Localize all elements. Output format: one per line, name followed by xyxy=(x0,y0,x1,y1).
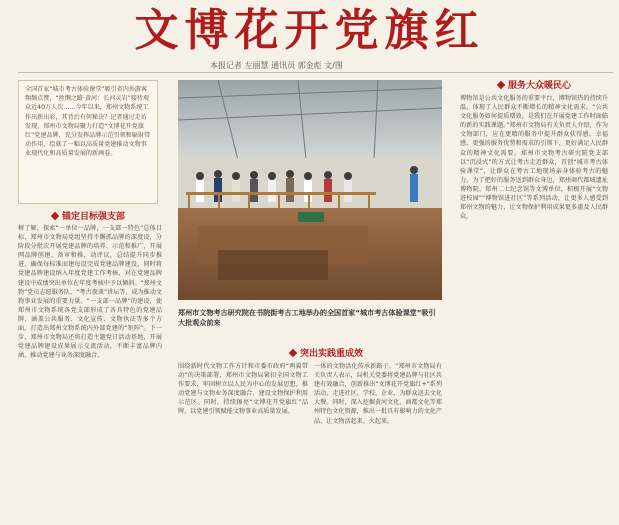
article-column-right xyxy=(460,94,608,522)
section-title-3 xyxy=(290,346,363,359)
caption-text: 郑州市文物考古研究院在书院街考古工地举办的全国首家“城市考古体验课堂”吸引大批观众前来 xyxy=(178,308,436,327)
headline: 文博花开党旗红 xyxy=(134,5,485,56)
section-title-1-text: 锚定目标强支部 xyxy=(62,212,126,222)
article-column-left xyxy=(18,224,162,522)
section-title-1 xyxy=(52,209,125,222)
excavation-site-image xyxy=(178,80,442,300)
section-title-2-text: 服务大众暖民心 xyxy=(508,81,572,91)
header-divider xyxy=(18,72,613,73)
diamond-icon xyxy=(497,80,505,88)
section-title-2 xyxy=(498,78,571,91)
summary-box xyxy=(18,80,158,204)
col1-text: 树了解，探索“一单位一品牌，一支部一特色”总体目标，郑州市文物局党组坚持不懈抓品牌的深度设，分阶段分批次开展党建品牌的培养、示范和推广，开展网品牌创建、备审和推，动评议，总结提升同步推进，确保每标准而建每设完成党建品牌建设，同时将党建品牌建设纳入年度党建工作考核，对在党建品牌建设中成绩突出单位在年度考核中予以倾斜。“郑州文物”党员志愿服务队、“考古夜谈”讲坛等，成为推动文物事业发展的重要力量。“一支部一品牌”的建设，使郑州市文物系统各党支部形成了各具特色的党建品牌，涵盖公共服务、文化宣传、文物执法等多个方面，打造出郑州文物系统内外部党建的“矩阵”。下一步，郑州市文物局还将打造主题党日活动基地，开展党建品牌建设成果展示交流活动，不断丰富品牌内涵，推动党建与业务深度融合。 xyxy=(18,225,162,360)
col-mid2-text: 一体的文物活化传承新路子。“郑州市文物局有关负责人表示，局机关党委将党建品牌与社区共建有效融合，创新推出“文博花开党旗红+”系列活动，走进社区、学校、企业，为群众送去文化大餐。同时，深入挖掘黄河文化、商都文化等郑州特色文化资源，推出一批具有影响力的文化产品，让文物活起来、火起来。 xyxy=(314,363,442,425)
col-mid1-text: 围绕新时代文物工作方针和市委市政府“两翼带动”的决策部署，郑州市文物局紧扣全国文物工作要求，牢固树立以人民为中心的发展思想，推动党建与文物业务深度融合，建设文物保护利用示范区。同时，持续擦亮“文博花开党旗红”品牌，以党建引领赋能文物事业高质量发展。 xyxy=(178,363,308,416)
summary-text: 全国首家“城市考古体验课堂”吸引省内外游客频频点赞，“丝绸之路·黄河：长河灵岩”接待观众近40万人次……今年以来，郑州文物系统工作出新出彩，其背后有何秘诀？记者通过走访发现，郑州市文物局聚力打造“文博花开党旗红”党建品牌，充分发挥品牌示范引领和辐射带动作用，绘就了一幅以高质量党建推动文物事业现代化和高质量发展的新画卷。 xyxy=(25,86,151,158)
news-photo xyxy=(178,80,442,300)
byline: 本报记者 左丽慧 通讯员 郭金彪 文/图 xyxy=(210,61,343,70)
article-column-middle-right xyxy=(314,362,442,522)
article-column-middle-left xyxy=(178,362,308,522)
section-title-3-text: 突出实践重成效 xyxy=(300,349,364,359)
photo-caption xyxy=(178,308,442,328)
diamond-icon xyxy=(51,211,59,219)
col-right-text: 博物馆是公共文化服务的重要平台，博物馆热的持续升温，体现了人民群众不断增长的精神文化需求。“公共文化服务如何提质增效，是我们在开展党建工作时面临的新的实践课题。”郑州市文物局有关负责人介绍，作为文物部门，应在更精的服务中提升群众获得感、幸福感，更强的服务优势和需求的引领下，更好满足人民群众的精神文化需要。郑州市文物考古研究院党支部以“沉浸式”的方式让考古走近群众，首创“城市考古体验课堂”，让群众在考古工地现场亲身体验考古的魅力。为了把好的服务送到群众身边，郑州商代都城遗址博物院、郑州二七纪念馆等文博单位，积极开展“文物进校园”“博物馆进社区”等系列活动，让更多人感受到郑州文物的魅力，让文物保护利用成果更多惠及人民群众。 xyxy=(460,95,608,221)
diamond-icon xyxy=(289,348,297,356)
